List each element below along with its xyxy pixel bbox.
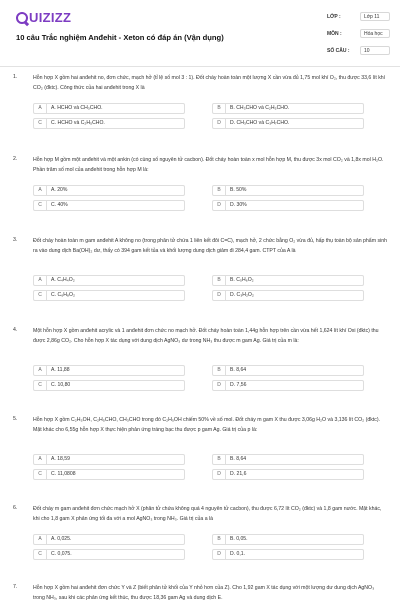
option-text: B. 8,64 — [230, 367, 247, 373]
logo-q-icon — [16, 12, 28, 24]
option-letter: D — [213, 119, 226, 128]
question-number: 5. — [13, 416, 18, 422]
option-letter: D — [213, 470, 226, 479]
option-b[interactable] — [212, 454, 364, 465]
option-text: D. 21,6 — [230, 471, 247, 477]
option-text: C. 0,075. — [51, 551, 72, 557]
option-text: B. C₅H₆O₂ — [230, 277, 254, 283]
option-letter: C — [34, 381, 47, 390]
option-text: A. 11,88 — [51, 367, 70, 373]
option-a[interactable] — [33, 454, 185, 465]
option-letter: C — [34, 550, 47, 559]
question-number: 4. — [13, 327, 18, 333]
option-text: B. 0,05. — [230, 536, 248, 542]
option-text: D. 0,1. — [230, 551, 246, 557]
option-c[interactable] — [33, 118, 185, 129]
meta-value: Hóa học — [360, 29, 390, 38]
option-a[interactable] — [33, 103, 185, 114]
option-letter: D — [213, 381, 226, 390]
option-text: C. 11,0808 — [51, 471, 76, 477]
meta-value: 10 — [360, 46, 390, 55]
option-a[interactable] — [33, 185, 185, 196]
option-d[interactable] — [212, 290, 364, 301]
option-text: C. 40% — [51, 202, 68, 208]
option-text: A. C₄H₄O₂ — [51, 277, 75, 283]
option-letter: B — [213, 104, 226, 113]
option-text: C. HCHO và C₂H₅CHO. — [51, 120, 105, 126]
option-c[interactable] — [33, 380, 185, 391]
meta-label: MÔN : — [327, 31, 342, 37]
option-letter: C — [34, 119, 47, 128]
meta-label: SỐ CÂU : — [327, 48, 350, 54]
option-a[interactable] — [33, 534, 185, 545]
option-a[interactable] — [33, 275, 185, 286]
question-number: 2. — [13, 156, 18, 162]
option-letter: A — [34, 455, 47, 464]
page-title: 10 câu Trắc nghiệm Anđehit - Xeton có đáp án (Vận dụng) — [16, 33, 224, 42]
question-text: Hỗn hợp M gồm một anđehit và một ankin (có cùng số nguyên tử cacbon). Đốt cháy hoàn toàn x mol hỗn hợp M, thu được 3x mol CO₂ và 1,8x mol H₂O. Phần trăm số mol của anđehit trong hỗn hợp M là: — [33, 157, 384, 173]
option-text: C. C₆H₈O₂ — [51, 292, 75, 298]
meta-label: LỚP : — [327, 14, 341, 20]
question-text: Đốt cháy hoàn toàn m gam anđehit A không no (trong phân tử chứa 1 liên kết đôi C=C), mạch hở, 2 chức bằng O₂ vừa đủ, hấp thụ toàn bộ sản phẩm sinh ra vào dung dịch Ba(OH)₂ dư, thấy có 394 gam kết tủa và khối lượng dung dịch giảm đi 284,4 gam. CTPT của A là — [33, 238, 387, 254]
worksheet-header — [0, 0, 400, 67]
meta-value: Lớp 11 — [360, 12, 390, 21]
option-letter: B — [213, 366, 226, 375]
option-d[interactable] — [212, 118, 364, 129]
option-text: B. CH₃CHO và C₂H₅CHO. — [230, 105, 290, 111]
option-letter: D — [213, 201, 226, 210]
option-letter: A — [34, 366, 47, 375]
option-letter: C — [34, 470, 47, 479]
question-text: Hỗn hợp X gồm hai anđehit no, đơn chức, mạch hở (tỉ lệ số mol 3 : 1). Đốt cháy hoàn toàn một lượng X cần vừa đủ 1,75 mol khí O₂, thu được 33,6 lít khí CO₂ (đktc). Công thức của hai anđehit trong X là — [33, 75, 386, 91]
option-text: D. CH₃CHO và C₃H₇CHO. — [230, 120, 290, 126]
option-a[interactable] — [33, 365, 185, 376]
option-letter: B — [213, 276, 226, 285]
option-letter: D — [213, 550, 226, 559]
option-c[interactable] — [33, 469, 185, 480]
option-letter: D — [213, 291, 226, 300]
option-text: C. 10,80 — [51, 382, 71, 388]
option-b[interactable] — [212, 103, 364, 114]
option-d[interactable] — [212, 549, 364, 560]
option-letter: A — [34, 535, 47, 544]
option-letter: A — [34, 104, 47, 113]
question-number: 3. — [13, 237, 18, 243]
option-b[interactable] — [212, 185, 364, 196]
logo-text: UIZIZZ — [29, 10, 72, 25]
quizizz-logo — [16, 10, 71, 25]
question-text: Một hỗn hợp X gồm anđehit acrylic và 1 anđehit đơn chức no mạch hở. Đốt cháy hoàn toàn 1,44g hỗn hợp trên cần vừa hết 1,624 lít khí Oxi (đktc) thu được 2,86g CO₂. Cho hỗn hợp X tác dụng với dung dịch AgNO₃ dư trong NH₃ thu được m gam Ag. Giá trị của m là: — [33, 328, 379, 344]
question-number: 6. — [13, 505, 18, 511]
option-text: D. 30% — [230, 202, 247, 208]
option-text: A. 20% — [51, 187, 68, 193]
option-letter: A — [34, 186, 47, 195]
question-number: 1. — [13, 74, 18, 80]
option-text: B. 8,64 — [230, 456, 247, 462]
option-d[interactable] — [212, 469, 364, 480]
option-b[interactable] — [212, 365, 364, 376]
question-number: 7. — [13, 584, 18, 590]
option-text: A. HCHO và CH₃CHO. — [51, 105, 103, 111]
option-text: A. 18,59 — [51, 456, 70, 462]
option-c[interactable] — [33, 549, 185, 560]
option-letter: B — [213, 455, 226, 464]
option-letter: B — [213, 186, 226, 195]
option-text: A. 0,025. — [51, 536, 72, 542]
option-letter: C — [34, 291, 47, 300]
option-letter: C — [34, 201, 47, 210]
option-letter: B — [213, 535, 226, 544]
option-b[interactable] — [212, 275, 364, 286]
option-text: B. 50% — [230, 187, 247, 193]
question-text: Hỗn hợp X gồm C₂H₅OH, C₂H₅CHO, CH₃CHO trong đó C₂H₅OH chiếm 50% về số mol. Đốt cháy m gam X thu được 3,06g H₂O và 3,136 lít CO₂ (đktc). Mặt khác cho 6,55g hỗn hợp X thực hiện phản ứng tráng bạc thu được p gam Ag. Giá trị của p là: — [33, 417, 381, 433]
option-d[interactable] — [212, 380, 364, 391]
option-text: D. 7,56 — [230, 382, 247, 388]
question-text: Đốt cháy m gam anđehit đơn chức mạch hở X (phân tử chứa không quá 4 nguyên tử cacbon), thu được 6,72 lít CO₂ (đktc) và 1,8 gam nước. Mặt khác, khi cho 1,8 gam X phản ứng tối đa với a mol AgNO₃ trong NH₃. Giá trị của a là — [33, 506, 382, 522]
option-c[interactable] — [33, 200, 185, 211]
option-b[interactable] — [212, 534, 364, 545]
option-d[interactable] — [212, 200, 364, 211]
question-text: Hỗn hợp X gồm hai anđehit đơn chức Y và Z (biết phân tử khối của Y nhỏ hơn của Z). Cho 1,92 gam X tác dụng với một lượng dư dung dịch AgNO₃ trong NH₃, sau khi các phản ứng kết thúc, thu được 18,36 gam Ag và dung dịch E. — [33, 585, 375, 600]
option-text: D. C₃H₂O₂ — [230, 292, 254, 298]
option-letter: A — [34, 276, 47, 285]
option-c[interactable] — [33, 290, 185, 301]
